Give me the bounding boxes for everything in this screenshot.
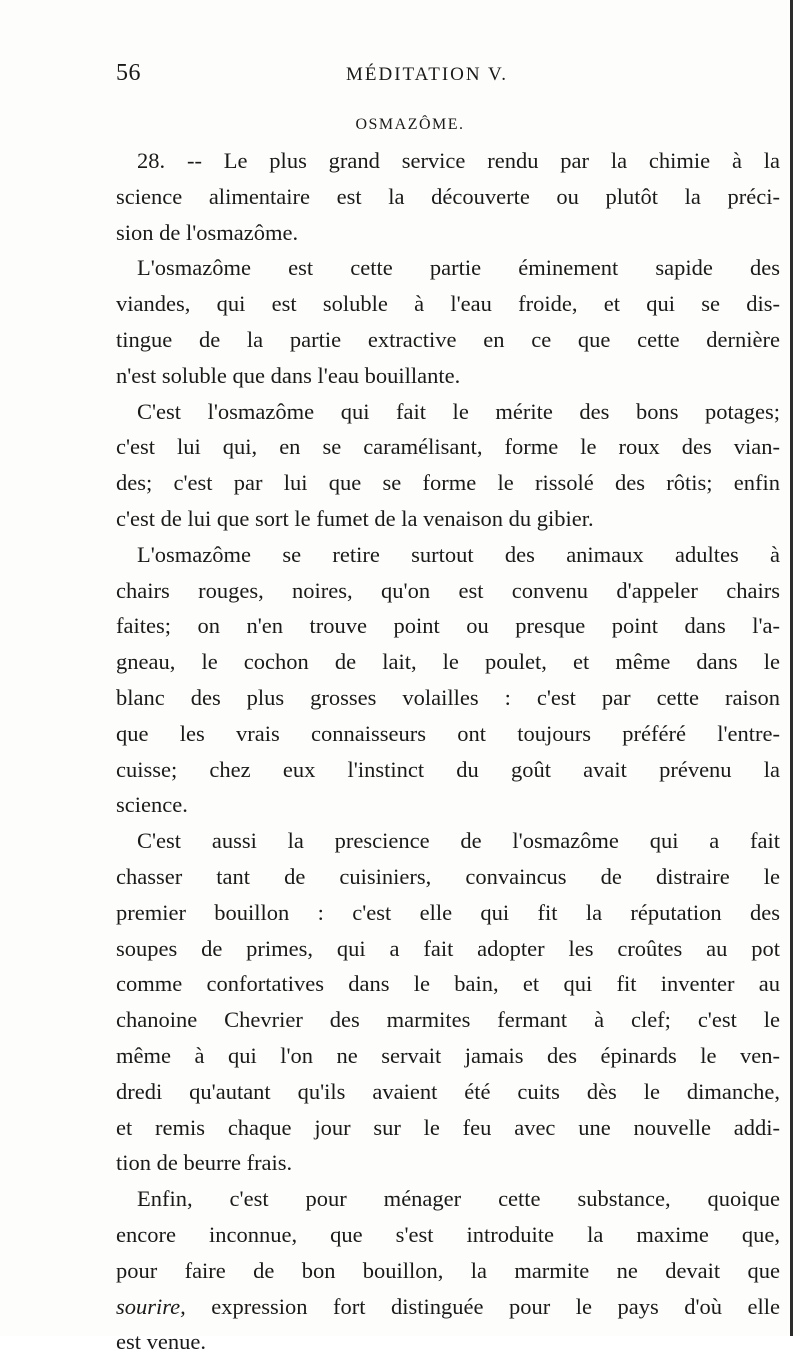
page-number: 56 xyxy=(116,60,141,86)
text-line: cuisse; chez eux l'instinct du goût avait prévenu la xyxy=(116,756,780,782)
page-header xyxy=(0,60,800,90)
italic-word: sourire, xyxy=(116,1293,186,1319)
text-line: que les vrais connaisseurs ont toujours préféré l'entre- xyxy=(116,720,780,746)
text-line: science alimentaire est la découverte ou plutôt la préci- xyxy=(116,183,780,209)
text-line: pour faire de bon bouillon, la marmite ne devait que xyxy=(116,1257,780,1283)
text-line: L'osmazôme est cette partie éminement sapide des xyxy=(137,255,780,281)
text-line: sion de l'osmazôme. xyxy=(116,219,299,245)
text-line: comme confortatives dans le bain, et qui fit inventer au xyxy=(116,971,780,997)
text-line: gneau, le cochon de lait, le poulet, et même dans le xyxy=(116,649,780,675)
text-line: premier bouillon : c'est elle qui fit la réputation des xyxy=(116,899,780,925)
text-line: c'est de lui que sort le fumet de la venaison du gibier. xyxy=(116,505,594,531)
text-line-rest: expression fort distinguée pour le pays d'où elle xyxy=(211,1293,780,1319)
page-edge-divider xyxy=(790,0,793,1336)
text-line: chanoine Chevrier des marmites fermant à clef; c'est le xyxy=(116,1007,780,1033)
text-line: Enfin, c'est pour ménager cette substance, quoique xyxy=(137,1186,780,1212)
text-line: C'est aussi la prescience de l'osmazôme qui a fait xyxy=(137,828,780,854)
text-line: faites; on n'en trouve point ou presque point dans l'a- xyxy=(116,613,780,639)
text-line: chasser tant de cuisiniers, convaincus de distraire le xyxy=(116,863,780,889)
text-line: et remis chaque jour sur le feu avec une nouvelle addi- xyxy=(116,1114,780,1140)
text-line: n'est soluble que dans l'eau bouillante. xyxy=(116,362,461,388)
running-title: MÉDITATION V. xyxy=(346,64,509,85)
text-line: C'est l'osmazôme qui fait le mérite des bons potages; xyxy=(137,398,780,424)
text-line: L'osmazôme se retire surtout des animaux adultes à xyxy=(137,541,780,567)
text-line: viandes, qui est soluble à l'eau froide, et qui se dis- xyxy=(116,291,780,317)
body-text xyxy=(116,143,780,1360)
text-line: tion de beurre frais. xyxy=(116,1150,293,1176)
text-line: est venue. xyxy=(116,1329,206,1355)
text-line: tingue de la partie extractive en ce que cette dernière xyxy=(116,326,780,352)
text-line: science. xyxy=(116,792,188,818)
text-line: chairs rouges, noires, qu'on est convenu d'appeler chairs xyxy=(116,577,780,603)
text-line: blanc des plus grosses volailles : c'est par cette raison xyxy=(116,684,780,710)
section-title: OSMAZÔME. xyxy=(355,116,465,133)
text-line: soupes de primes, qui a fait adopter les croûtes au pot xyxy=(116,935,780,961)
text-line: dredi qu'autant qu'ils avaient été cuits dès le dimanche, xyxy=(116,1078,780,1104)
text-line: même à qui l'on ne servait jamais des épinards le ven- xyxy=(116,1042,780,1068)
text-line-with-italic xyxy=(116,1289,780,1325)
text-line: c'est lui qui, en se caramélisant, forme le roux des vian- xyxy=(116,434,780,460)
text-line: des; c'est par lui que se forme le rissolé des rôtis; enfin xyxy=(116,470,780,496)
text-line: encore inconnue, que s'est introduite la maxime que, xyxy=(116,1221,780,1247)
text-line: 28. -- Le plus grand service rendu par la chimie à la xyxy=(137,148,780,173)
